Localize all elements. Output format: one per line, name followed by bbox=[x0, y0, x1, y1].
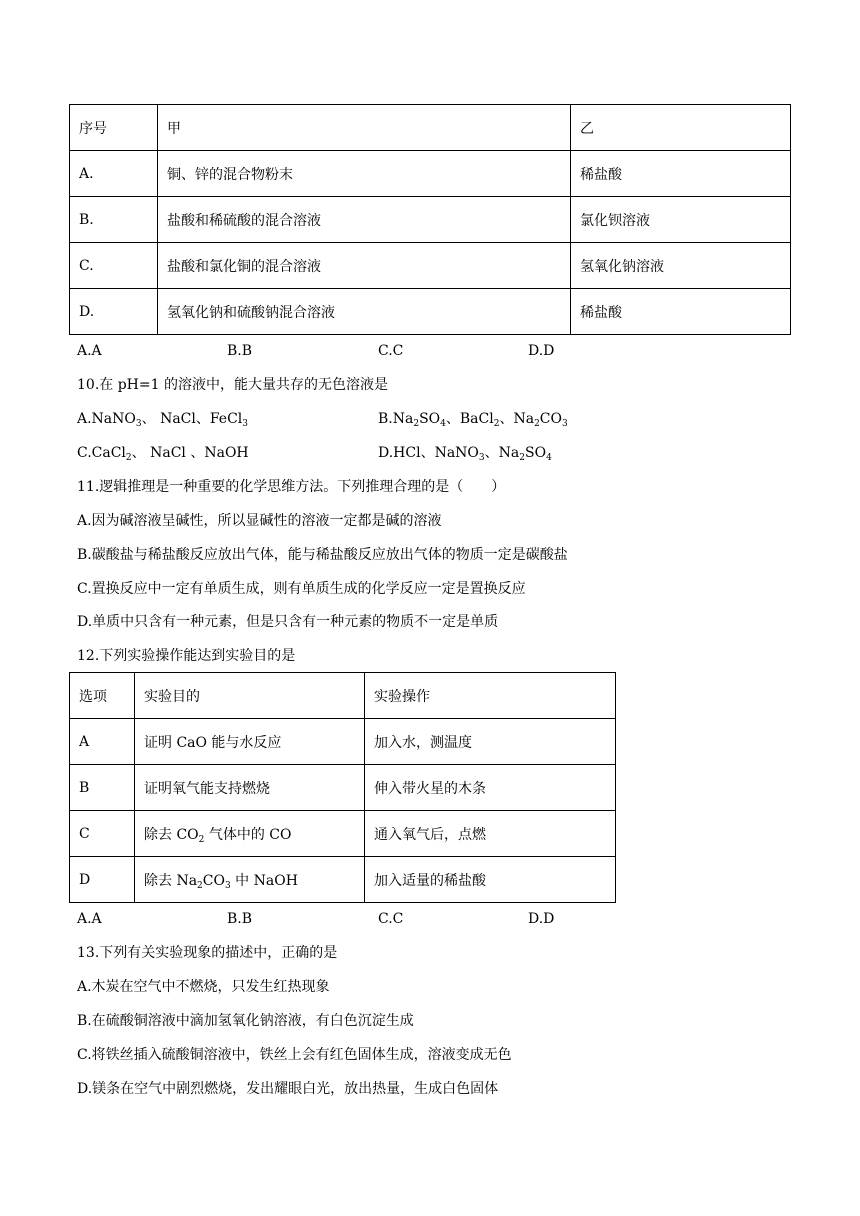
table-row bbox=[70, 719, 616, 765]
table-cell: 伸入带火星的木条 bbox=[365, 765, 616, 811]
table-cell: 加入适量的稀盐酸 bbox=[365, 857, 616, 903]
q9-option-d: D.D bbox=[528, 343, 555, 359]
table-cell: 氢氧化钠溶液 bbox=[571, 243, 791, 289]
table-row bbox=[70, 243, 791, 289]
table-cell: 除去 $Na_2CO_3$ 中 NaOH bbox=[135, 857, 365, 903]
table-header-cell: 序号 bbox=[70, 105, 158, 151]
table-cell: 通入氧气后，点燃 bbox=[365, 811, 616, 857]
table-row bbox=[70, 289, 791, 335]
table-cell: A. bbox=[70, 151, 158, 197]
q12-option-b: B.B bbox=[227, 911, 253, 927]
table-header-row bbox=[70, 105, 791, 151]
q11-option-c: C.置换反应中一定有单质生成，则有单质生成的化学反应一定是置换反应 bbox=[77, 581, 526, 597]
q10-stem: 10.在 pH=1 的溶液中，能大量共存的无色溶液是 bbox=[77, 377, 388, 393]
q13-option-b: B.在硫酸铜溶液中滴加氢氧化钠溶液，有白色沉淀生成 bbox=[77, 1013, 414, 1029]
table-cell: 加入水，测温度 bbox=[365, 719, 616, 765]
q12-table bbox=[69, 672, 616, 903]
table-cell: D bbox=[70, 857, 135, 903]
table-header-row bbox=[70, 673, 616, 719]
table-cell: 氯化钡溶液 bbox=[571, 197, 791, 243]
table-cell: 盐酸和氯化铜的混合溶液 bbox=[158, 243, 571, 289]
table-cell: B bbox=[70, 765, 135, 811]
q11-option-a: A.因为碱溶液呈碱性，所以显碱性的溶液一定都是碱的溶液 bbox=[77, 513, 442, 529]
table-cell: 稀盐酸 bbox=[571, 151, 791, 197]
table-cell: 证明 CaO 能与水反应 bbox=[135, 719, 365, 765]
q10-option-c: C.CaCl$_2$、 NaCl 、NaOH bbox=[77, 445, 249, 463]
table-cell: C. bbox=[70, 243, 158, 289]
q9-option-b: B.B bbox=[227, 343, 253, 359]
q11-option-b: B.碳酸盐与稀盐酸反应放出气体，能与稀盐酸反应放出气体的物质一定是碳酸盐 bbox=[77, 547, 568, 563]
table-cell: A bbox=[70, 719, 135, 765]
table-cell: 铜、锌的混合物粉末 bbox=[158, 151, 571, 197]
q9-table bbox=[69, 104, 791, 335]
q11-option-d: D.单质中只含有一种元素，但是只含有一种元素的物质不一定是单质 bbox=[77, 614, 499, 630]
table-cell: C bbox=[70, 811, 135, 857]
q10-option-d: D.HCl、NaNO$_3$、$Na_2SO_4$ bbox=[378, 445, 552, 463]
q9-option-c: C.C bbox=[378, 343, 404, 359]
q12-option-c: C.C bbox=[378, 911, 404, 927]
table-cell: 证明氧气能支持燃烧 bbox=[135, 765, 365, 811]
table-row bbox=[70, 857, 616, 903]
q13-option-d: D.镁条在空气中剧烈燃烧，发出耀眼白光，放出热量，生成白色固体 bbox=[77, 1081, 499, 1097]
table-header-cell: 实验操作 bbox=[365, 673, 616, 719]
table-cell: D. bbox=[70, 289, 158, 335]
q12-option-d: D.D bbox=[528, 911, 555, 927]
table-cell: 氢氧化钠和硫酸钠混合溶液 bbox=[158, 289, 571, 335]
table-cell: 稀盐酸 bbox=[571, 289, 791, 335]
table-row bbox=[70, 151, 791, 197]
table-row bbox=[70, 197, 791, 243]
q10-option-a: A.NaNO$_3$、 NaCl、FeCl$_3$ bbox=[77, 411, 249, 429]
table-row bbox=[70, 811, 616, 857]
q11-stem: 11.逻辑推理是一种重要的化学思维方法。下列推理合理的是（ ） bbox=[77, 479, 506, 495]
table-header-cell: 选项 bbox=[70, 673, 135, 719]
q12-option-a: A.A bbox=[77, 911, 102, 927]
q10-option-b: $B.Na_2SO_4$、BaCl$_2$、$Na_2CO_3$ bbox=[378, 411, 568, 429]
table-cell: 除去 $CO_2$ 气体中的 CO bbox=[135, 811, 365, 857]
table-header-cell: 实验目的 bbox=[135, 673, 365, 719]
q13-option-c: C.将铁丝插入硫酸铜溶液中，铁丝上会有红色固体生成，溶液变成无色 bbox=[77, 1047, 512, 1063]
q13-option-a: A.木炭在空气中不燃烧，只发生红热现象 bbox=[77, 979, 330, 995]
table-cell: B. bbox=[70, 197, 158, 243]
table-row bbox=[70, 765, 616, 811]
table-header-cell: 甲 bbox=[158, 105, 571, 151]
table-cell: 盐酸和稀硫酸的混合溶液 bbox=[158, 197, 571, 243]
q12-stem: 12.下列实验操作能达到实验目的是 bbox=[77, 648, 296, 664]
table-header-cell: 乙 bbox=[571, 105, 791, 151]
q13-stem: 13.下列有关实验现象的描述中，正确的是 bbox=[77, 945, 338, 961]
q9-option-a: A.A bbox=[77, 343, 102, 359]
